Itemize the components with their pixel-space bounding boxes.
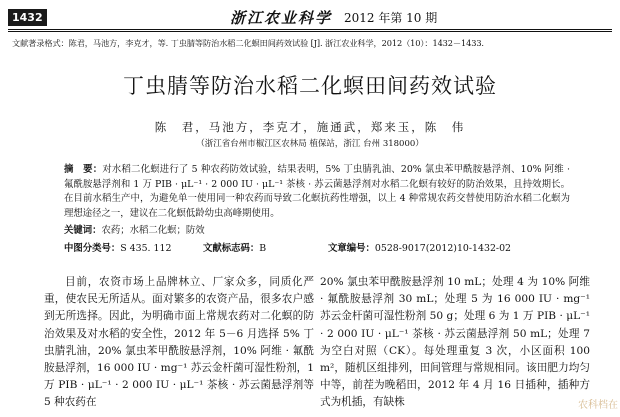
doc-code-label: 文献标志码：: [203, 243, 260, 254]
header-rule: [8, 29, 612, 30]
article-id: [328, 240, 511, 254]
author-list: 陈 君，马池方，李克才，施通武，郑来玉，陈 伟: [154, 120, 466, 134]
body-paragraph: 20% 氯虫苯甲酰胺悬浮剂 10 mL；处理 4 为 10% 阿维 · 氟酰胺悬浮剂 30 mL；处理 5 为 16 000 IU · mg⁻¹ 苏云金杆菌可湿性粉剂 50 g；处理 6 为 1 万 PIB · μL⁻¹ · 2 000 IU · μL⁻¹ 茶核 · 苏云菌悬浮剂 50 mL；处理 7 为空白对照（CK）。每处理重复 3 次，小区面积 100 m²，随机区组排列，田间管理与常规相同。该田肥力均匀中等，前茬为晚稻田，2012 年 4 月 16 日插种，插种方式为机插，有缺株: [320, 276, 590, 409]
journal-name: 浙江农业科学: [230, 9, 333, 27]
body-column-left: [44, 274, 314, 412]
abstract-label: 摘 要：: [64, 164, 103, 175]
paper-title: 丁虫腈等防治水稻二化螟田间药效试验: [123, 74, 497, 98]
article-id-value: 0528-9017(2012)10-1432-02: [374, 243, 512, 254]
issue-label: 2012 年第 10 期: [344, 11, 438, 25]
clc-label: 中图分类号：: [64, 243, 121, 254]
watermark-logo: 农科档在: [578, 400, 618, 411]
affiliation: （浙江省台州市椒江区农林局 植保站，浙江 台州 318000）: [196, 139, 424, 149]
abstract-text: 对水稻二化螟进行了 5 种农药防效试验，结果表明，5% 丁虫腈乳油、20% 氯虫苯甲酰胺悬浮剂、10% 阿维 · 氟酰胺悬浮剂和 1 万 PIB · μL⁻¹ · 2 000 IU · μL⁻¹ 茶核 · 苏云菌悬浮剂对水稻二化螟有较好的防治效果，且持效期长。在目前水稻生产中，为避免单一使用同一种农药而导致二化螟抗药性增强，以上 4 种常规农药交替使用防治水稻二化螟为理想途径之一，建议在二化螟低龄幼虫高峰期使用。: [64, 164, 570, 219]
keywords-label: 关键词：: [64, 225, 102, 236]
keywords-text: 农药；水稻二化螟；防效: [101, 225, 205, 236]
citation-line: 文献著录格式：陈君，马池方，李克才，等. 丁虫腈等防治水稻二化螟田间药效试验 [J]. 浙江农业科学，2012（10）：1432－1433.: [12, 38, 484, 48]
body-column-right: [320, 274, 590, 412]
keywords: [64, 222, 205, 236]
running-header: [8, 6, 608, 28]
doc-code-value: B: [259, 243, 267, 254]
body-paragraph: 目前，农资市场上品牌林立、厂家众多，同质化严重，使农民无所适从。面对繁多的农资产品，很多农户感到无所选择。因此，为明确市面上常规农药对二化螟的防治效果及对水稻的安全性，2012 年 5－6 月选择 5% 丁虫腈乳油，20% 氯虫苯甲酰胺悬浮剂，10% 阿维 · 氟酰胺悬浮剂，16 000 IU · mg⁻¹ 苏云金杆菌可湿性粉剂，1 万 PIB · μL⁻¹ · 2 000 IU · μL⁻¹ 茶核 · 苏云菌悬浮剂等 5 种农药在: [44, 276, 314, 409]
clc-value: S 435. 112: [120, 243, 172, 254]
document-code: [203, 240, 266, 254]
header-rule-secondary: [8, 31, 612, 32]
article-id-label: 文章编号：: [328, 243, 375, 254]
page-number: 1432: [8, 9, 47, 26]
abstract: [64, 163, 570, 221]
clc-number: [64, 240, 171, 254]
